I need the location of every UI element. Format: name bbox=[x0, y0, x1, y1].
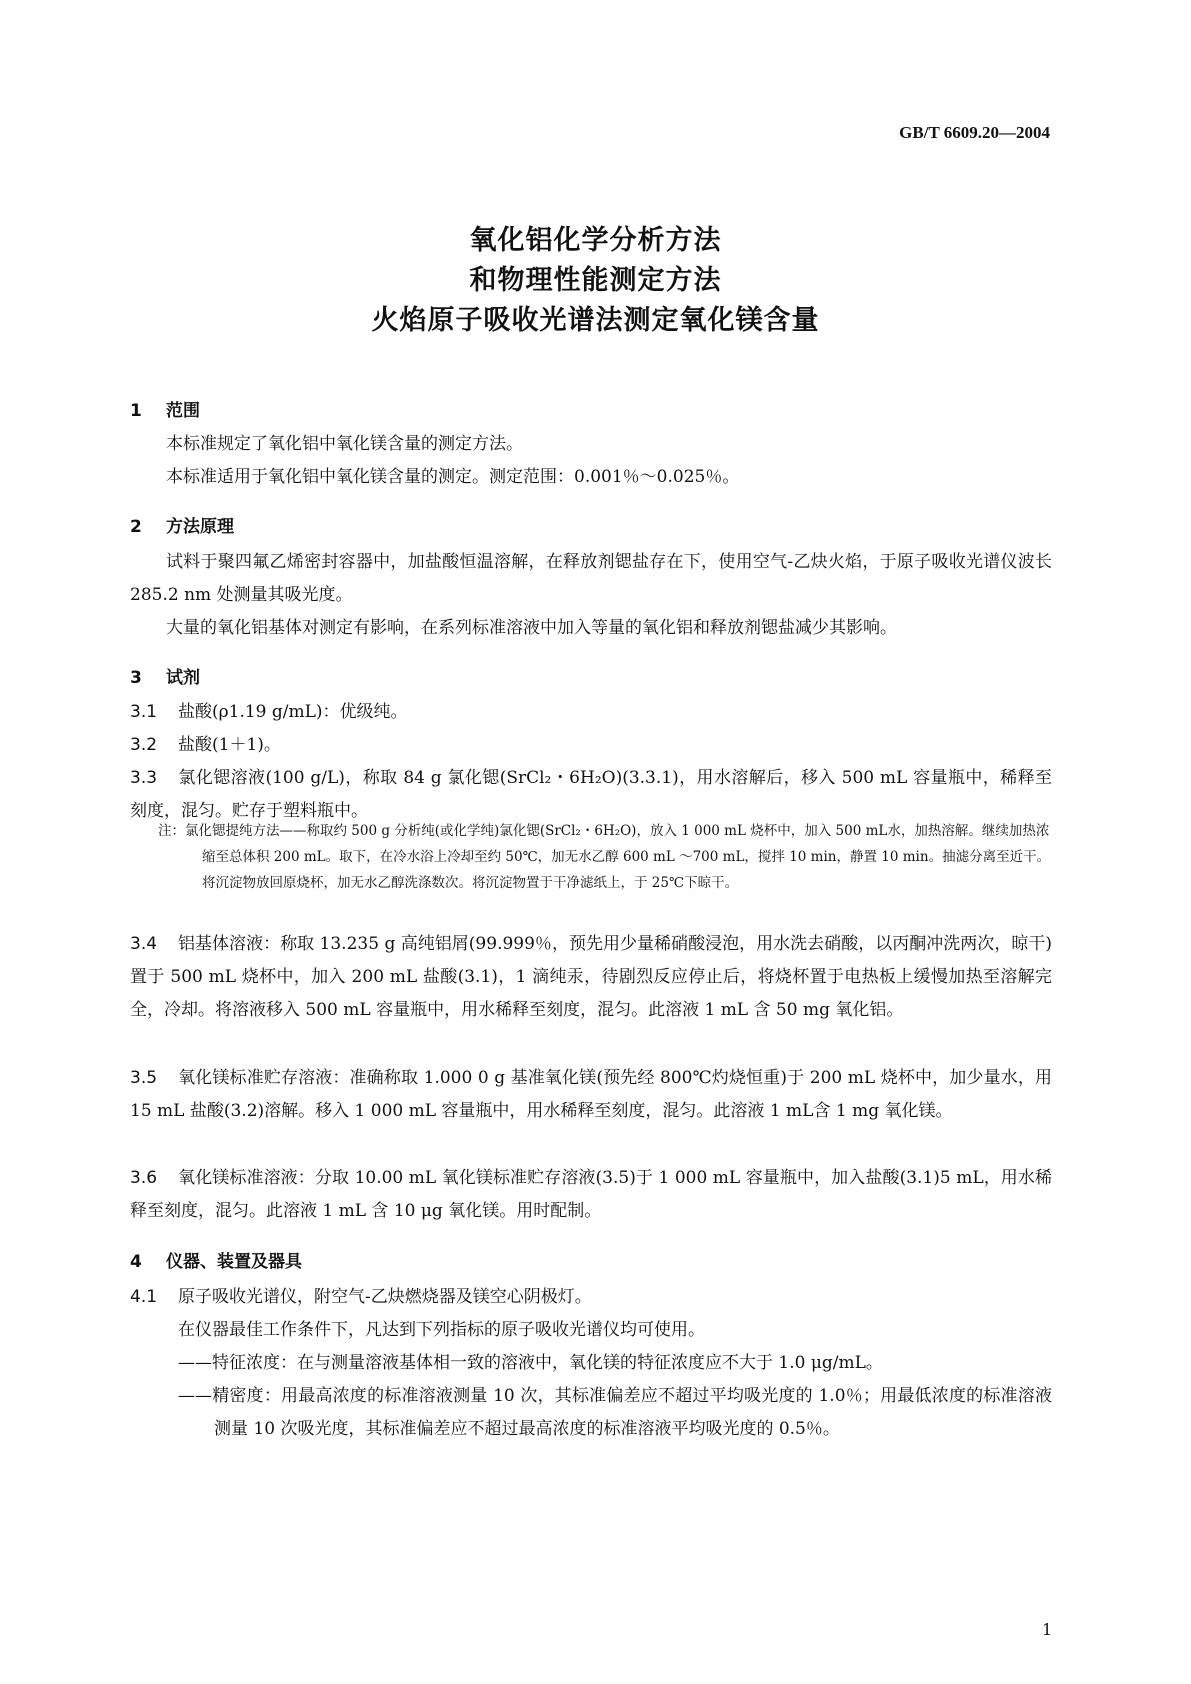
section-1-heading bbox=[130, 396, 200, 421]
title-line-1: 氧化铝化学分析方法 bbox=[469, 225, 722, 256]
clause-text: 原子吸收光谱仪，附空气-乙炔燃烧器及镁空心阴极灯。 bbox=[178, 1287, 592, 1307]
clause-text: 铝基体溶液：称取 13.235 g 高纯铝屑(99.999％，预先用少量稀硝酸浸泡，用水洗去硝酸，以丙酮冲洗两次，晾干)置于 500 mL 烧杯中，加入 200 mL 盐酸(3.1)，1 滴纯汞，待剧烈反应停止后，将烧杯置于电热板上缓慢加热至溶解完全，冷却。将溶液移入 500 mL 容量瓶中，用水稀释至刻度，混匀。此溶液 1 mL 含 50 mg 氧化铝。 bbox=[130, 934, 1052, 1020]
paragraph: 本标准规定了氧化铝中氧化镁含量的测定方法。 bbox=[166, 434, 523, 454]
clause-3-4 bbox=[130, 928, 1052, 1027]
note-strontium-purification: 注：氯化锶提纯方法——称取约 500 g 分析纯(或化学纯)氯化锶(SrCl₂・6H₂O)，放入 1 000 mL 烧杯中，加入 500 mL水，加热溶解。继续加热浓缩至总体积 200 mL。取下，在冷水浴上冷却至约 50℃，加无水乙醇 600 mL ～700 mL，搅拌 10 min，静置 10 min。抽滤分离至近干。将沉淀物放回原烧杯，加无水乙醇洗涤数次。将沉淀物置于干净滤纸上，于 25℃下晾干。 bbox=[158, 823, 1051, 891]
title-line-3: 火焰原子吸收光谱法测定氧化镁含量 bbox=[371, 305, 820, 336]
clause-number: 3.1 bbox=[130, 702, 158, 722]
clause-text: 盐酸(ρ1.19 g/mL)：优级纯。 bbox=[178, 702, 408, 722]
section-3-heading bbox=[130, 663, 200, 688]
standard-number: GB/T 6609.20—2004 bbox=[899, 123, 1050, 142]
clause-3-5 bbox=[130, 1062, 1052, 1128]
clause-4-1 bbox=[130, 1281, 1052, 1314]
paragraph: 本标准适用于氧化铝中氧化镁含量的测定。测定范围：0.001％～0.025％。 bbox=[166, 467, 740, 487]
section-title: 仪器、装置及器具 bbox=[166, 1252, 302, 1272]
section-title: 范围 bbox=[166, 401, 200, 421]
paragraph: 试料于聚四氟乙烯密封容器中，加盐酸恒温溶解，在释放剂锶盐存在下，使用空气-乙炔火焰，于原子吸收光谱仪波长 285.2 nm 处测量其吸光度。 bbox=[130, 552, 1052, 605]
section-number: 3 bbox=[130, 668, 142, 688]
dash-item-characteristic-concentration: ——特征浓度：在与测量溶液基体相一致的溶液中，氧化镁的特征浓度应不大于 1.0 μg/mL。 bbox=[178, 1353, 883, 1373]
dash-item-precision: ——精密度：用最高浓度的标准溶液测量 10 次，其标准偏差应不超过平均吸光度的 1.0％；用最低浓度的标准溶液测量 10 次吸光度，其标准偏差应不超过最高浓度的标准溶液平均吸光度的 0.5％。 bbox=[178, 1386, 1052, 1439]
paragraph: 在仪器最佳工作条件下，凡达到下列指标的原子吸收光谱仪均可使用。 bbox=[178, 1320, 705, 1340]
title-line-2: 和物理性能测定方法 bbox=[469, 265, 722, 296]
clause-number: 3.4 bbox=[130, 934, 158, 954]
section-number: 4 bbox=[130, 1252, 142, 1272]
clause-3-6 bbox=[130, 1162, 1052, 1228]
clause-number: 3.6 bbox=[130, 1168, 158, 1188]
section-number: 2 bbox=[130, 517, 142, 537]
clause-number: 3.3 bbox=[130, 768, 158, 788]
clause-number: 3.5 bbox=[130, 1068, 158, 1088]
section-2-heading bbox=[130, 512, 234, 537]
paragraph: 大量的氧化铝基体对测定有影响，在系列标准溶液中加入等量的氧化铝和释放剂锶盐减少其影响。 bbox=[166, 618, 897, 638]
page-number: 1 bbox=[1042, 1620, 1053, 1639]
clause-text: 盐酸(1＋1)。 bbox=[178, 735, 281, 755]
clause-text: 氯化锶溶液(100 g/L)，称取 84 g 氯化锶(SrCl₂・6H₂O)(3.3.1)，用水溶解后，移入 500 mL 容量瓶中，稀释至刻度，混匀。贮存于塑料瓶中。 bbox=[130, 768, 1052, 821]
section-title: 方法原理 bbox=[166, 517, 234, 537]
clause-3-1 bbox=[130, 696, 1052, 729]
clause-number: 4.1 bbox=[130, 1287, 158, 1307]
section-number: 1 bbox=[130, 401, 142, 421]
clause-number: 3.2 bbox=[130, 735, 158, 755]
section-title: 试剂 bbox=[166, 668, 200, 688]
clause-text: 氧化镁标准溶液：分取 10.00 mL 氧化镁标准贮存溶液(3.5)于 1 000 mL 容量瓶中，加入盐酸(3.1)5 mL，用水稀释至刻度，混匀。此溶液 1 mL 含 10 μg 氧化镁。用时配制。 bbox=[130, 1168, 1052, 1221]
clause-text: 氧化镁标准贮存溶液：准确称取 1.000 0 g 基准氧化镁(预先经 800℃灼烧恒重)于 200 mL 烧杯中，加少量水，用 15 mL 盐酸(3.2)溶解。移入 1 000 mL 容量瓶中，用水稀释至刻度，混匀。此溶液 1 mL含 1 mg 氧化镁。 bbox=[130, 1068, 1052, 1121]
clause-3-2 bbox=[130, 729, 1052, 762]
section-4-heading bbox=[130, 1247, 302, 1272]
